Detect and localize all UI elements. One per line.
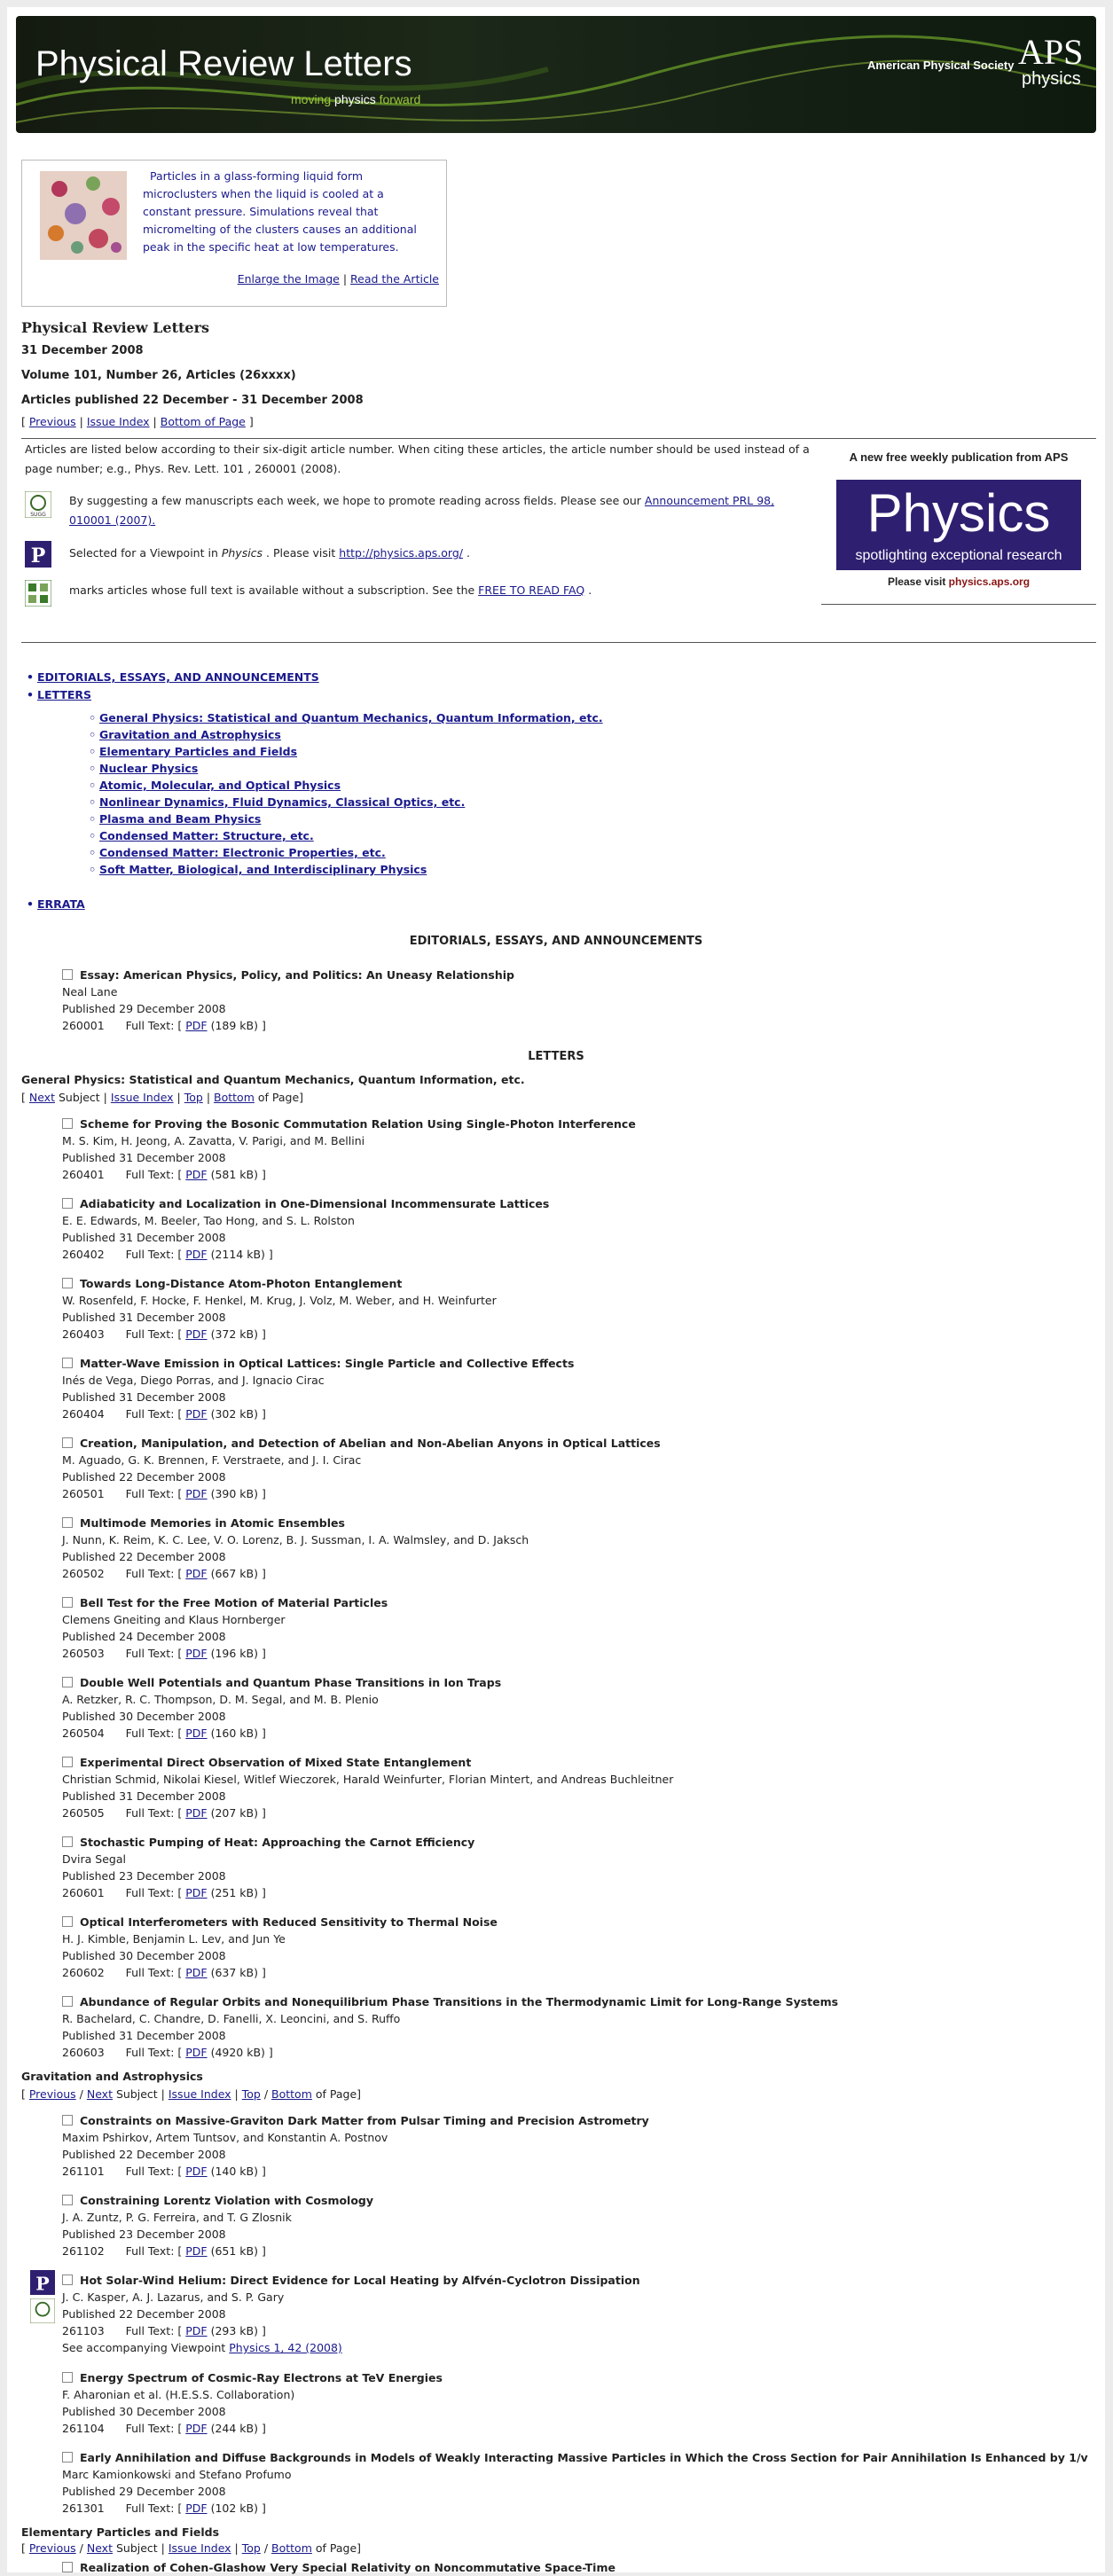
feature-caption: Particles in a glass-forming liquid form microclusters when the liquid is cooled at a constant pressure. Simulations reveal that micromelting of the clusters causes an additional peak in the specific heat at low temperatures.	[143, 169, 417, 254]
select-checkbox[interactable]	[62, 969, 73, 980]
society-name: American Physical Society	[867, 59, 1015, 72]
editors-suggestion-icon	[30, 2298, 55, 2323]
journal-banner[interactable]	[16, 16, 1096, 133]
select-checkbox[interactable]	[62, 1677, 73, 1687]
article-item: Creation, Manipulation, and Detection of Abelian and Non-Abelian Anyons in Optical Lattices M. Aguado, G. K. Brennen, F. Verstraete, and J. I. Cirac Published 22 December 2008 260501 Full Text: [ PDF (390 kB) ]	[62, 1437, 661, 1500]
banner-tagline: moving physics forward	[291, 92, 421, 106]
pdf-link[interactable]: PDF	[185, 1248, 208, 1261]
viewpoint-p-icon	[25, 541, 51, 568]
article-item: Experimental Direct Observation of Mixed State Entanglement Christian Schmid, Nikolai Kiesel, Witlef Wieczorek, Harald Weinfurter, Florian Mintert, and Andreas Buchleitner Published 31 December 2008 260505 Full Text: [ PDF (207 kB) ]	[62, 1756, 674, 1820]
physics-logo[interactable]: Physics spotlighting exceptional research	[836, 480, 1081, 570]
pdf-link[interactable]: PDF	[185, 1407, 208, 1421]
article-item: Multimode Memories in Atomic Ensembles J. Nunn, K. Reim, K. C. Lee, V. O. Lorenz, B. J. Sussman, I. A. Walmsley, and D. Jaksch Published 22 December 2008 260502 Full Text: [ PDF (667 kB) ]	[62, 1516, 529, 1580]
article-item: Early Annihilation and Diffuse Backgrounds in Models of Weakly Interacting Massive Particles in Which the Cross Section for Pair Annihilation Is Enhanced by 1/v Marc Kamionkowski and Stefano Profumo Published 29 December 2008 261301 Full Text: [ PDF (102 kB) ]	[62, 2451, 1088, 2515]
select-checkbox[interactable]	[62, 1996, 73, 2007]
select-checkbox[interactable]	[62, 1118, 73, 1129]
divider	[21, 438, 1096, 439]
issue-index-link[interactable]: Issue Index	[86, 415, 150, 428]
journal-heading: Physical Review Letters	[21, 319, 210, 336]
article-item: Stochastic Pumping of Heat: Approaching the Carnot Efficiency Dvira Segal Published 23 December 2008 260601 Full Text: [ PDF (251 kB) ]	[62, 1836, 475, 1899]
issue-index-link[interactable]: Issue Index	[168, 2541, 231, 2555]
issue-volume: Volume 101, Number 26, Articles (26xxxx)	[21, 369, 296, 382]
physics-aps-link[interactable]: physics.aps.org	[948, 575, 1031, 588]
select-checkbox[interactable]	[62, 2195, 73, 2205]
feature-links: Enlarge the Image | Read the Article	[237, 272, 439, 286]
subject-nav: [ Previous / Next Subject | Issue Index | Top / Bottom of Page]	[21, 2541, 362, 2555]
toc-letters[interactable]: • LETTERS	[37, 688, 91, 701]
pdf-link[interactable]: PDF	[185, 1966, 208, 1979]
bottom-link[interactable]: Bottom	[214, 1091, 255, 1104]
issue-date: 31 December 2008	[21, 344, 144, 357]
viewpoint-note: Selected for a Viewpoint in Physics . Please visit http://physics.aps.org/ .	[69, 546, 470, 560]
pdf-link[interactable]: PDF	[185, 1567, 208, 1580]
toc-errata[interactable]: • ERRATA	[37, 897, 85, 911]
issue-index-link[interactable]: Issue Index	[168, 2087, 231, 2101]
article-item: Matter-Wave Emission in Optical Lattices: Single Particle and Collective Effects Inés de Vega, Diego Porras, and J. Ignacio Cirac Published 31 December 2008 260404 Full Text: [ PDF (302 kB) ]	[62, 1357, 575, 1421]
pdf-link[interactable]: PDF	[185, 1886, 208, 1899]
toc-subject-nonlinear[interactable]: ◦ Nonlinear Dynamics, Fluid Dynamics, Classical Optics, etc.	[99, 795, 465, 809]
article-item: Abundance of Regular Orbits and Nonequilibrium Phase Transitions in the Thermodynamic Limit for Long-Range Systems R. Bachelard, C. Chandre, D. Fanelli, X. Leoncini, and S. Ruffo Published 31 December 2008 260603 Full Text: [ PDF (4920 kB) ]	[62, 1995, 839, 2059]
subject-heading: Gravitation and Astrophysics	[21, 2070, 203, 2083]
feature-thumbnail-image[interactable]	[40, 171, 127, 260]
pdf-link[interactable]: PDF	[185, 1327, 208, 1341]
announcement-link[interactable]: Announcement PRL 98, 010001 (2007).	[69, 494, 775, 527]
article-item: Essay: American Physics, Policy, and Politics: An Uneasy Relationship Neal Lane Published 29 December 2008 260001 Full Text: [ PDF (189 kB) ]	[62, 968, 514, 1032]
physics-promo	[821, 450, 1096, 605]
svg-text:SUGG: SUGG	[30, 512, 46, 518]
bottom-link[interactable]: Bottom	[271, 2541, 312, 2555]
toc-subject-cm-structure[interactable]: ◦ Condensed Matter: Structure, etc.	[99, 829, 314, 842]
free-to-read-note: marks articles whose full text is available without a subscription. See the FREE TO READ FAQ .	[69, 583, 592, 597]
article-item: Realization of Cohen-Glashow Very Special Relativity on Noncommutative Space-Time	[62, 2559, 1091, 2576]
previous-subject-link[interactable]: Previous	[28, 2541, 76, 2555]
select-checkbox[interactable]	[62, 1597, 73, 1608]
issue-nav: [ Previous | Issue Index | Bottom of Page ]	[21, 415, 254, 428]
select-checkbox[interactable]	[62, 1358, 73, 1368]
subject-heading: General Physics: Statistical and Quantum Mechanics, Quantum Information, etc.	[21, 1073, 525, 1086]
read-article-link[interactable]: Read the Article	[350, 272, 439, 286]
issue-index-link[interactable]: Issue Index	[110, 1091, 174, 1104]
select-checkbox[interactable]	[62, 1437, 73, 1448]
pdf-link[interactable]: PDF	[185, 2324, 208, 2337]
toc-subject-particles[interactable]: ◦ Elementary Particles and Fields	[99, 745, 297, 758]
pdf-link[interactable]: PDF	[185, 1168, 208, 1181]
section-editorials-heading: EDITORIALS, ESSAYS, AND ANNOUNCEMENTS	[409, 935, 703, 948]
next-subject-link[interactable]: Next	[86, 2541, 113, 2555]
article-item: Hot Solar-Wind Helium: Direct Evidence for Local Heating by Alfvén-Cyclotron Dissipation J. C. Kasper, A. J. Lazarus, and S. P. Gary Published 22 December 2008 261103 Full Text: [ PDF (293 kB) ] See accompanying Viewpoint Physics 1, 42 (2008)	[62, 2274, 640, 2354]
select-checkbox[interactable]	[62, 1916, 73, 1927]
toc-subject-general[interactable]: ◦ General Physics: Statistical and Quantum Mechanics, Quantum Information, etc.	[99, 711, 603, 724]
top-link[interactable]: Top	[241, 2087, 261, 2101]
promo-visit: Please visit physics.aps.org	[887, 575, 1031, 588]
viewpoint-link[interactable]: Physics 1, 42 (2008)	[229, 2341, 342, 2354]
free-to-read-icon	[25, 580, 51, 607]
page	[7, 7, 1105, 2572]
toc-subject-gravitation[interactable]: ◦ Gravitation and Astrophysics	[99, 728, 281, 741]
toc-subject-cm-electronic[interactable]: ◦ Condensed Matter: Electronic Properties, etc.	[99, 846, 386, 859]
previous-subject-link[interactable]: Previous	[28, 2087, 76, 2101]
select-checkbox[interactable]	[62, 1278, 73, 1288]
subject-heading: Elementary Particles and Fields	[21, 2525, 220, 2539]
article-item: Constraining Lorentz Violation with Cosmology J. A. Zuntz, P. G. Ferreira, and T. G Zlosnik Published 23 December 2008 261102 Full Text: [ PDF (651 kB) ]	[62, 2194, 374, 2258]
select-checkbox[interactable]	[62, 2275, 73, 2285]
article-item: Constraints on Massive-Graviton Dark Matter from Pulsar Timing and Precision Astrometry Maxim Pshirkov, Artem Tuntsov, and Konstantin A. Postnov Published 22 December 2008 261101 Full Text: [ PDF (140 kB) ]	[62, 2114, 649, 2178]
select-checkbox[interactable]	[62, 1836, 73, 1847]
toc-editorials[interactable]: • EDITORIALS, ESSAYS, AND ANNOUNCEMENTS	[37, 670, 319, 684]
article-item: Energy Spectrum of Cosmic-Ray Electrons at TeV Energies F. Aharonian et al. (H.E.S.S. Collaboration) Published 30 December 2008 261104 Full Text: [ PDF (244 kB) ]	[62, 2371, 443, 2435]
toc-subject-amo[interactable]: ◦ Atomic, Molecular, and Optical Physics	[99, 779, 341, 792]
pdf-link[interactable]: PDF	[185, 2046, 208, 2059]
toc-subject-nuclear[interactable]: ◦ Nuclear Physics	[99, 762, 198, 775]
journal-title: Physical Review Letters	[35, 44, 412, 83]
viewpoint-p-icon	[30, 2270, 55, 2295]
article-item: Scheme for Proving the Bosonic Commutation Relation Using Single-Photon Interference M. S. Kim, H. Jeong, A. Zavatta, V. Parigi, and M. Bellini Published 31 December 2008 260401 Full Text: [ PDF (581 kB) ]	[62, 1117, 636, 1181]
toc-subject-soft-matter[interactable]: ◦ Soft Matter, Biological, and Interdisciplinary Physics	[99, 863, 427, 876]
free-to-read-faq-link[interactable]: FREE TO READ FAQ	[478, 583, 585, 597]
bottom-link[interactable]: Bottom	[271, 2087, 312, 2101]
select-checkbox[interactable]	[62, 1757, 73, 1767]
divider	[21, 642, 1096, 643]
pdf-link[interactable]: PDF	[185, 2165, 208, 2178]
select-checkbox[interactable]	[62, 1198, 73, 1209]
article-item: Towards Long-Distance Atom-Photon Entanglement W. Rosenfeld, F. Hocke, F. Henkel, M. Krug, J. Volz, M. Weber, and H. Weinfurter Published 31 December 2008 260403 Full Text: [ PDF (372 kB) ]	[62, 1277, 497, 1341]
feature-image-box	[21, 160, 447, 307]
top-link[interactable]: Top	[241, 2541, 261, 2555]
bottom-of-page-link[interactable]: Bottom of Page	[160, 415, 246, 428]
physics-site-link[interactable]: http://physics.aps.org/	[339, 546, 463, 560]
issue-published-range: Articles published 22 December - 31 December 2008	[21, 394, 364, 407]
enlarge-image-link[interactable]: Enlarge the Image	[237, 272, 340, 286]
previous-issue-link[interactable]: Previous	[28, 415, 76, 428]
pdf-link[interactable]: PDF	[185, 1647, 208, 1660]
pdf-link[interactable]: PDF	[185, 2244, 208, 2258]
intro-text: Articles are listed below according to their six-digit article number. When citing these articles, the article number should be used instead of a page number; e.g., Phys. Rev. Lett. 101 , 260001 (2008).	[25, 442, 810, 475]
article-item: Bell Test for the Free Motion of Material Particles Clemens Gneiting and Klaus Hornberger Published 24 December 2008 260503 Full Text: [ PDF (196 kB) ]	[62, 1596, 388, 1660]
divider	[821, 604, 1096, 605]
article-item: Double Well Potentials and Quantum Phase Transitions in Ion Traps A. Retzker, R. C. Thompson, D. M. Segal, and M. B. Plenio Published 30 December 2008 260504 Full Text: [ PDF (160 kB) ]	[62, 1676, 502, 1740]
subject-nav: [ Next Subject | Issue Index | Top | Bottom of Page]	[21, 1091, 304, 1104]
top-link[interactable]: Top	[184, 1091, 203, 1104]
svg-text:P: P	[30, 544, 46, 568]
select-checkbox[interactable]	[62, 2372, 73, 2383]
suggestion-note: By suggesting a few manuscripts each week, we hope to promote reading across fields. Please see our Announcement PRL 98, 010001 (2007).	[69, 494, 775, 527]
pdf-link[interactable]: PDF	[185, 1726, 208, 1740]
aps-logo: APS physics	[1018, 32, 1084, 89]
next-subject-link[interactable]: Next	[86, 2087, 113, 2101]
pdf-link[interactable]: PDF	[185, 1806, 208, 1820]
article-item: Optical Interferometers with Reduced Sensitivity to Thermal Noise H. J. Kimble, Benjamin L. Lev, and Jun Ye Published 30 December 2008 260602 Full Text: [ PDF (637 kB) ]	[62, 1915, 498, 1979]
pdf-link[interactable]: PDF	[185, 2502, 208, 2515]
promo-heading: A new free weekly publication from APS	[849, 450, 1069, 464]
svg-text:P: P	[35, 2273, 50, 2295]
pdf-link[interactable]: PDF	[185, 1487, 208, 1500]
select-checkbox[interactable]	[62, 1517, 73, 1528]
toc-subject-plasma[interactable]: ◦ Plasma and Beam Physics	[99, 812, 261, 826]
editors-suggestion-icon	[25, 491, 51, 518]
select-checkbox[interactable]	[62, 2115, 73, 2126]
pdf-link[interactable]: PDF	[185, 2422, 208, 2435]
subject-nav: [ Previous / Next Subject | Issue Index | Top / Bottom of Page]	[21, 2087, 362, 2101]
article-item: Adiabaticity and Localization in One-Dimensional Incommensurate Lattices E. E. Edwards, M. Beeler, Tao Hong, and S. L. Rolston Published 31 December 2008 260402 Full Text: [ PDF (2114 kB) ]	[62, 1197, 550, 1261]
select-checkbox[interactable]	[62, 2452, 73, 2462]
pdf-link[interactable]: PDF	[185, 1019, 208, 1032]
section-letters-heading: LETTERS	[528, 1050, 584, 1063]
select-checkbox[interactable]	[62, 2562, 73, 2572]
next-subject-link[interactable]: Next	[28, 1091, 55, 1104]
